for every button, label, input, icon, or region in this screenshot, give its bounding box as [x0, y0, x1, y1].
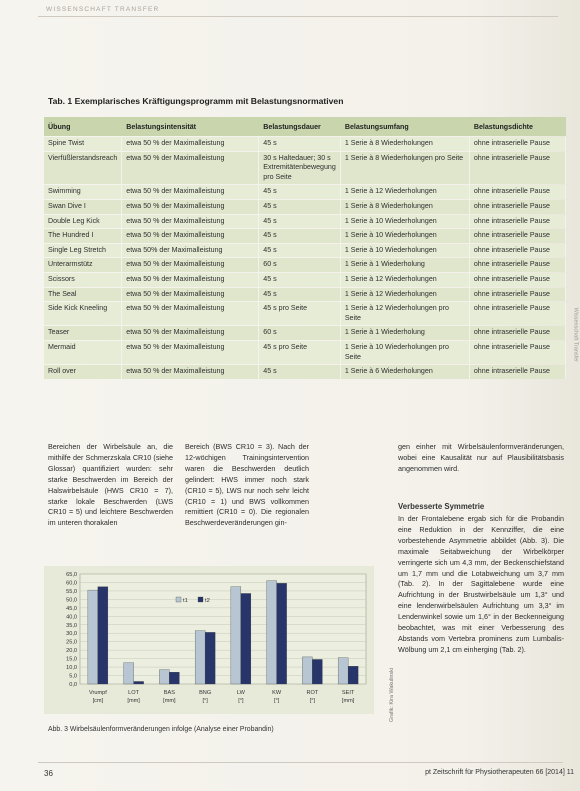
y-tick-label: 20,0	[66, 648, 77, 655]
table-cell: etwa 50 % der Maximalleistung	[122, 152, 259, 185]
table-cell: etwa 50 % der Maximalleistung	[122, 365, 259, 379]
table-cell: Double Leg Kick	[44, 215, 122, 229]
table-header-cell: Übung	[44, 117, 122, 136]
table-cell: Swimming	[44, 185, 122, 199]
table-cell: etwa 50 % der Maximalleistung	[122, 229, 259, 243]
table-cell: ohne intraserielle Pause	[470, 302, 566, 325]
table-cell: 45 s	[259, 215, 341, 229]
table-cell: etwa 50 % der Maximalleistung	[122, 288, 259, 302]
table-cell: Roll over	[44, 365, 122, 379]
table-cell: Mermaid	[44, 341, 122, 364]
table-cell: 30 s Haltedauer; 30 s Extremitätenbewegung pro Seite	[259, 152, 341, 185]
bar-t2	[205, 632, 215, 684]
table-cell: Spine Twist	[44, 137, 122, 151]
y-tick-label: 40,0	[66, 614, 77, 621]
x-tick-unit: [mm]	[127, 698, 140, 704]
table-cell: ohne intraserielle Pause	[470, 258, 566, 272]
y-tick-label: 5,0	[69, 673, 77, 680]
legend-label: t1	[183, 598, 188, 604]
table-cell: etwa 50 % der Maximalleistung	[122, 273, 259, 287]
table-cell: etwa 50 % der Maximalleistung	[122, 302, 259, 325]
table-row	[44, 137, 566, 151]
table-row	[44, 302, 566, 325]
x-tick-label: ROT	[306, 690, 319, 696]
table-cell: 1 Serie à 12 Wiederholungen	[341, 273, 470, 287]
x-tick-unit: [mm]	[341, 698, 355, 704]
y-tick-label: 50,0	[66, 597, 77, 604]
table-cell: Swan Dive I	[44, 200, 122, 214]
bar-t2	[277, 583, 287, 684]
bar-t2	[169, 672, 179, 684]
table-cell: 1 Serie à 10 Wiederholungen	[341, 215, 470, 229]
table-cell: ohne intraserielle Pause	[470, 137, 566, 151]
table-row	[44, 215, 566, 229]
page-number: 36	[44, 769, 53, 778]
table-row	[44, 244, 566, 258]
table-header-row	[44, 117, 566, 136]
legend-label: t2	[205, 598, 210, 604]
y-tick-label: 15,0	[66, 656, 77, 663]
table-cell: 1 Serie à 12 Wiederholungen	[341, 288, 470, 302]
margin-running-head: Wissenschaft Transfer	[572, 307, 578, 362]
bar-t1	[195, 631, 205, 684]
x-tick-label: LOT	[128, 690, 140, 696]
table-cell: 1 Serie à 8 Wiederholungen	[341, 137, 470, 151]
table-cell: 45 s pro Seite	[259, 302, 341, 325]
bar-t1	[338, 658, 348, 684]
x-tick-label: Vrumpf	[88, 690, 107, 696]
table-row	[44, 273, 566, 287]
table-title: Tab. 1 Exemplarisches Kräftigungsprogramm mit Belastungsnormativen	[48, 96, 344, 106]
table-cell: The Hundred I	[44, 229, 122, 243]
table-row	[44, 258, 566, 272]
table-cell: 45 s	[259, 137, 341, 151]
table-cell: 45 s	[259, 200, 341, 214]
table-cell: 1 Serie à 8 Wiederholungen pro Seite	[341, 152, 470, 185]
journal-footer: pt Zeitschrift für Physiotherapeuten 66 [2014] 11	[425, 769, 574, 776]
table-row	[44, 229, 566, 243]
table-cell: etwa 50 % der Maximalleistung	[122, 326, 259, 340]
legend-swatch	[176, 597, 181, 602]
table-cell: etwa 50 % der Maximalleistung	[122, 258, 259, 272]
x-tick-unit: [cm]	[92, 698, 104, 704]
bar-t2	[312, 659, 322, 684]
plot-area	[80, 574, 366, 684]
table-row	[44, 200, 566, 214]
bar-t1	[124, 663, 134, 684]
body-column-1: Bereichen der Wirbelsäule an, die mithilfe der Schmerzskala CR10 (siehe Glossar) quantifiziert wurden: sehr starke Beschwerden im Bereich der Halswirbelsäule (HWS CR10 = 7), starke lokale Beschwerden (LWS CR10 = 5) und leichtere Beschwerden im unteren thorakalen	[48, 442, 173, 528]
table-cell: 45 s pro Seite	[259, 341, 341, 364]
table-cell: The Seal	[44, 288, 122, 302]
table-cell: ohne intraserielle Pause	[470, 229, 566, 243]
table-cell: etwa 50% der Maximalleistung	[122, 244, 259, 258]
header-rule	[38, 16, 558, 17]
figure-chart	[44, 566, 374, 714]
table-cell: 1 Serie à 1 Wiederholung	[341, 258, 470, 272]
x-tick-label: SEIT	[341, 690, 355, 696]
bar-t1	[302, 657, 312, 684]
table-cell: 45 s	[259, 288, 341, 302]
table-cell: 1 Serie à 6 Wiederholungen	[341, 365, 470, 379]
table-cell: 1 Serie à 12 Wiederholungen pro Seite	[341, 302, 470, 325]
table-cell: ohne intraserielle Pause	[470, 185, 566, 199]
x-tick-label: BAS	[163, 690, 175, 696]
table-cell: 1 Serie à 10 Wiederholungen pro Seite	[341, 341, 470, 364]
x-tick-unit: [°]	[202, 698, 208, 704]
x-tick-unit: [°]	[238, 698, 244, 704]
y-tick-label: 60,0	[66, 580, 77, 587]
table-cell: ohne intraserielle Pause	[470, 200, 566, 214]
table-row	[44, 288, 566, 302]
table-cell: 1 Serie à 1 Wiederholung	[341, 326, 470, 340]
y-tick-label: 35,0	[66, 622, 77, 629]
table-cell: etwa 50 % der Maximalleistung	[122, 200, 259, 214]
table-cell: etwa 50 % der Maximalleistung	[122, 215, 259, 229]
table-row	[44, 185, 566, 199]
y-tick-label: 45,0	[66, 605, 77, 612]
footer-rule	[38, 762, 563, 763]
section-subheading: Verbesserte Symmetrie	[398, 502, 485, 511]
x-tick-label: KW	[272, 690, 282, 696]
table-cell: Unterarmstütz	[44, 258, 122, 272]
x-tick-unit: [°]	[309, 698, 316, 704]
y-tick-label: 65,0	[66, 572, 77, 578]
table-cell: ohne intraserielle Pause	[470, 215, 566, 229]
table-cell: Side Kick Kneeling	[44, 302, 122, 325]
bar-chart	[44, 566, 374, 714]
table-header-cell: Belastungsumfang	[341, 117, 470, 136]
y-tick-label: 30,0	[66, 631, 77, 638]
body-column-3: gen einher mit Wirbelsäulenformveränderungen, wobei eine Kausalität nur auf Plausibilitätsbasis angenommen wird.	[398, 442, 564, 473]
table-cell: 1 Serie à 10 Wiederholungen	[341, 244, 470, 258]
table-header-cell: Belastungsdauer	[259, 117, 341, 136]
x-tick-unit: [mm]	[163, 698, 176, 704]
table-cell: ohne intraserielle Pause	[470, 273, 566, 287]
table-cell: Teaser	[44, 326, 122, 340]
table-cell: 1 Serie à 12 Wiederholungen	[341, 185, 470, 199]
table-body	[44, 137, 566, 379]
table-cell: ohne intraserielle Pause	[470, 341, 566, 364]
table-header-cell: Belastungsintensität	[122, 117, 259, 136]
bar-t1	[88, 590, 98, 684]
table-cell: ohne intraserielle Pause	[470, 365, 566, 379]
table-row	[44, 152, 566, 185]
x-tick-unit: [°]	[273, 698, 280, 704]
table-cell: 45 s	[259, 185, 341, 199]
body-column-2: Bereich (BWS CR10 = 3). Nach der 12-wöchigen Trainingsintervention waren die Beschwerden deutlich gelindert: HWS immer noch stark (CR10 = 5), LWS nur noch sehr leicht (CR10 = 1) und BWS vollkommen remittiert (CR10 = 0). Die regionalen Beschwerdeveränderungen gin-	[185, 442, 309, 528]
table-cell: etwa 50 % der Maximalleistung	[122, 341, 259, 364]
body-column-3-continued: In der Frontalebene ergab sich für die Probandin eine Reduktion in der Kennziffer, die eine vorbestehende Asymmetrie abbildet (Abb. 3). Die maximale Seitabweichung der Wirbelkörper verringerte sich um 4,3 mm, der Beckenschiefstand um 1,7 mm und die Lotabweichung um 3,7 mm (Tab. 2). In der Sagittalebene wurde eine Aufrichtung in der Brustwirbelsäule um 1,3° und eine lendenwirbelsäulen Aufrichtung um 3,3° im Lendenwinkel sowie um 1,6° in der Beckenneigung beobachtet, was mit einer Verbesserung des Abstands vom Vertebra prominens zum Lumbalis-Wölbung um 2,1 cm einherging (Tab. 2).	[398, 514, 564, 654]
bar-t2	[98, 587, 108, 684]
legend-swatch	[198, 597, 203, 602]
x-tick-label: BNG	[199, 690, 212, 696]
table-cell: 60 s	[259, 258, 341, 272]
table-cell: Single Leg Stretch	[44, 244, 122, 258]
exercise-table	[44, 116, 566, 380]
x-tick-label: LW	[236, 690, 245, 696]
table-cell: 45 s	[259, 229, 341, 243]
bar-t2	[241, 593, 251, 684]
table-cell: ohne intraserielle Pause	[470, 244, 566, 258]
y-tick-label: 55,0	[66, 588, 77, 595]
bar-t1	[231, 587, 241, 684]
table-cell: Vierfüßlerstandsreach	[44, 152, 122, 185]
y-tick-label: 10,0	[66, 665, 77, 672]
table-cell: ohne intraserielle Pause	[470, 152, 566, 185]
figure-caption: Abb. 3 Wirbelsäulenformveränderungen infolge (Analyse einer Probandin)	[48, 726, 274, 733]
table-row	[44, 365, 566, 379]
table-cell: ohne intraserielle Pause	[470, 288, 566, 302]
y-tick-label: 0,0	[69, 682, 77, 688]
table-row	[44, 326, 566, 340]
y-tick-label: 25,0	[66, 639, 77, 646]
bar-t1	[267, 581, 277, 684]
chart-credit: Grafik: Kira Wakulinski	[389, 667, 395, 722]
bar-t2	[134, 681, 144, 684]
table-cell: 60 s	[259, 326, 341, 340]
table-cell: 45 s	[259, 244, 341, 258]
table-cell: 1 Serie à 10 Wiederholungen	[341, 229, 470, 243]
table-cell: 1 Serie à 8 Wiederholungen	[341, 200, 470, 214]
table-cell: etwa 50 % der Maximalleistung	[122, 185, 259, 199]
table-header-cell: Belastungsdichte	[470, 117, 566, 136]
table-cell: etwa 50 % der Maximalleistung	[122, 137, 259, 151]
section-tag: WISSENSCHAFT TRANSFER	[46, 6, 160, 13]
table-cell: 45 s	[259, 365, 341, 379]
table-cell: 45 s	[259, 273, 341, 287]
table-cell: ohne intraserielle Pause	[470, 326, 566, 340]
table-row	[44, 341, 566, 364]
bar-t2	[348, 666, 358, 684]
bar-t1	[159, 670, 169, 684]
table-cell: Scissors	[44, 273, 122, 287]
